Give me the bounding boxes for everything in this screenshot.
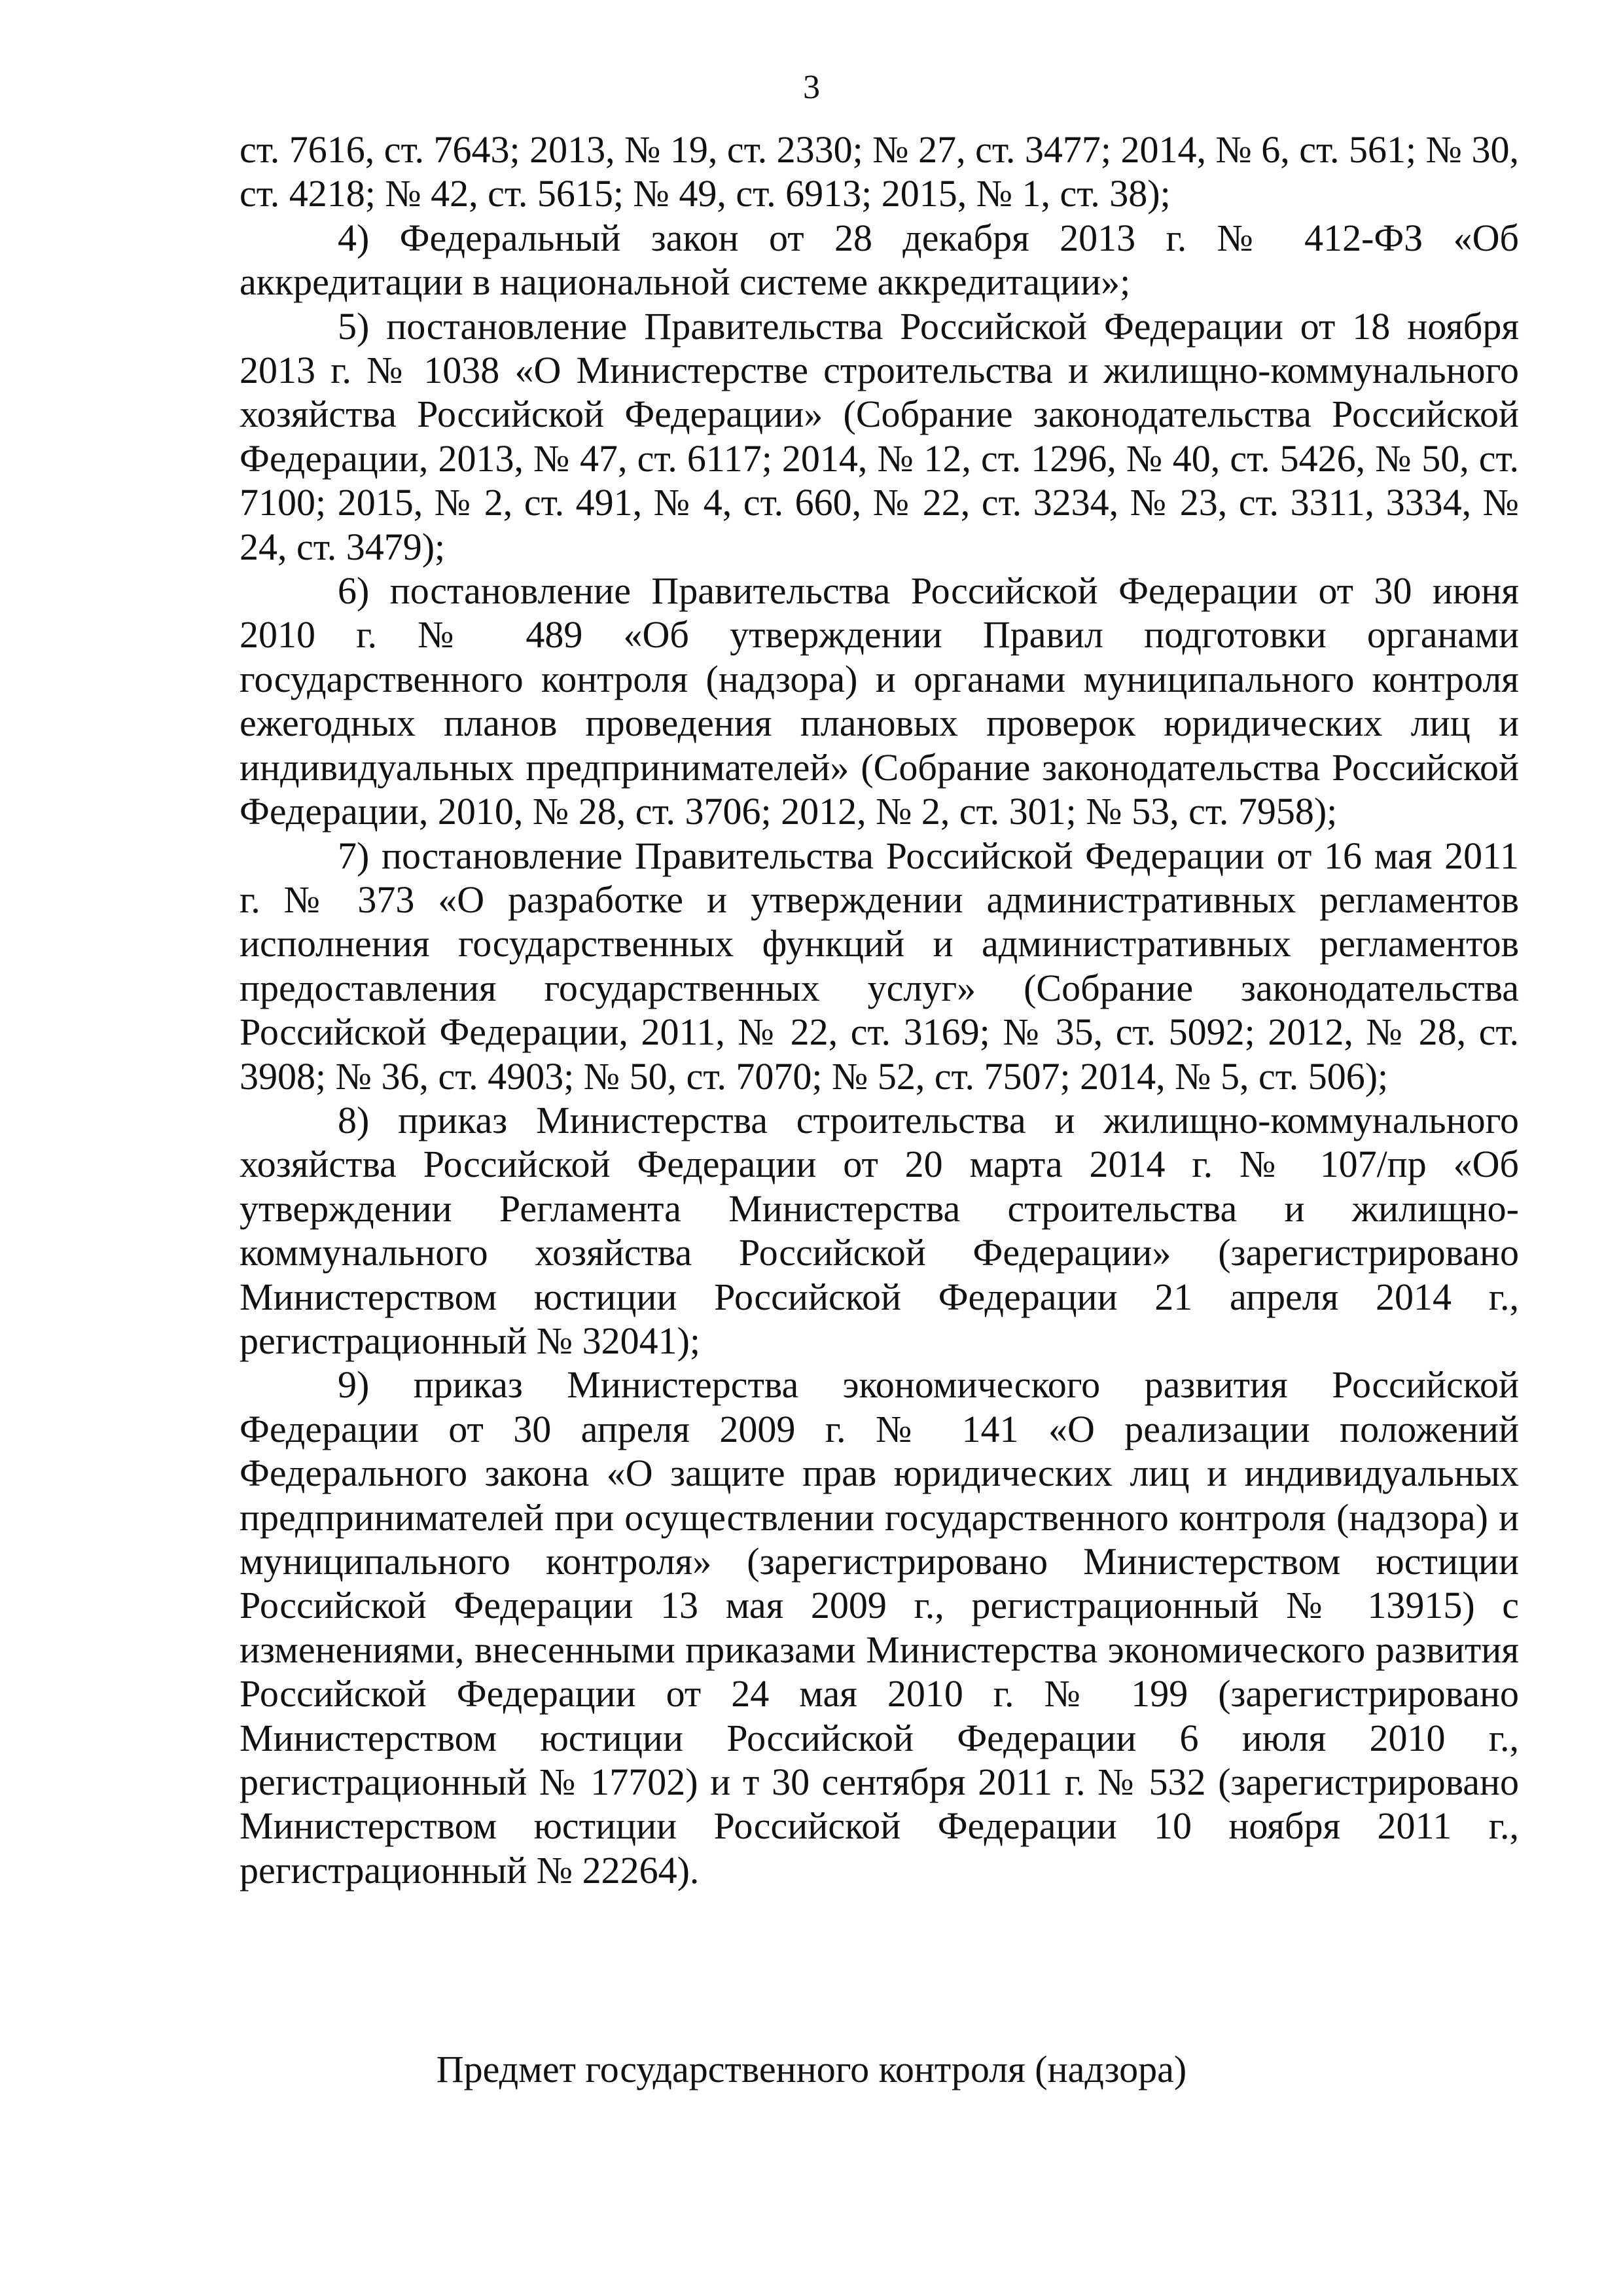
list-item-8: 8) приказ Министерства строительства и жилищно-коммунального хозяйства Российской Федерации от 20 марта 2014 г. № 107/пр «Об утверждении Регламента Министерства строительства и жилищно-коммунального хозяйства Российской Федерации» (зарегистрировано Министерством юстиции Российской Федерации 21 апреля 2014 г., регистрационный № 32041); [240,1098,1519,1362]
document-body [240,128,1519,1892]
list-item-7: 7) постановление Правительства Российской Федерации от 16 мая 2011 г. № 373 «О разработке и утверждении административных регламентов исполнения государственных функций и административных регламентов предоставления государственных услуг» (Собрание законодательства Российской Федерации, 2011, № 22, ст. 3169; № 35, ст. 5092; 2012, № 28, ст. 3908; № 36, ст. 4903; № 50, ст. 7070; № 52, ст. 7507; 2014, № 5, ст. 506); [240,834,1519,1098]
list-item-9: 9) приказ Министерства экономического развития Российской Федерации от 30 апреля 2009 г. № 141 «О реализации положений Федерального закона «О защите прав юридических лиц и индивидуальных предпринимателей при осуществлении государственного контроля (надзора) и муниципального контроля» (зарегистрировано Министерством юстиции Российской Федерации 13 мая 2009 г., регистрационный № 13915) с изменениями, внесенными приказами Министерства экономического развития Российской Федерации от 24 мая 2010 г. № 199 (зарегистрировано Министерством юстиции Российской Федерации 6 июля 2010 г., регистрационный № 17702) и т 30 сентября 2011 г. № 532 (зарегистрировано Министерством юстиции Российской Федерации 10 ноября 2011 г., регистрационный № 22264). [240,1363,1519,1892]
list-item-6: 6) постановление Правительства Российской Федерации от 30 июня 2010 г. № 489 «Об утверждении Правил подготовки органами государственного контроля (надзора) и органами муниципального контроля ежегодных планов проведения плановых проверок юридических лиц и индивидуальных предпринимателей» (Собрание законодательства Российской Федерации, 2010, № 28, ст. 3706; 2012, № 2, ст. 301; № 53, ст. 7958); [240,569,1519,833]
section-heading: Предмет государственного контроля (надзора) [436,2048,1187,2090]
list-item-4: 4) Федеральный закон от 28 декабря 2013 г. № 412-ФЗ «Об аккредитации в национальной системе аккредитации»; [240,216,1519,304]
paragraph-continuation: ст. 7616, ст. 7643; 2013, № 19, ст. 2330; № 27, ст. 3477; 2014, № 6, ст. 561; № 30, ст. 4218; № 42, ст. 5615; № 49, ст. 6913; 2015, № 1, ст. 38); [240,128,1519,215]
page-number: 3 [803,69,820,106]
list-item-5: 5) постановление Правительства Российской Федерации от 18 ноября 2013 г. № 1038 «О Министерстве строительства и жилищно-коммунального хозяйства Российской Федерации» (Собрание законодательства Российской Федерации, 2013, № 47, ст. 6117; 2014, № 12, ст. 1296, № 40, ст. 5426, № 50, ст. 7100; 2015, № 2, ст. 491, № 4, ст. 660, № 22, ст. 3234, № 23, ст. 3311, 3334, № 24, ст. 3479); [240,304,1519,568]
